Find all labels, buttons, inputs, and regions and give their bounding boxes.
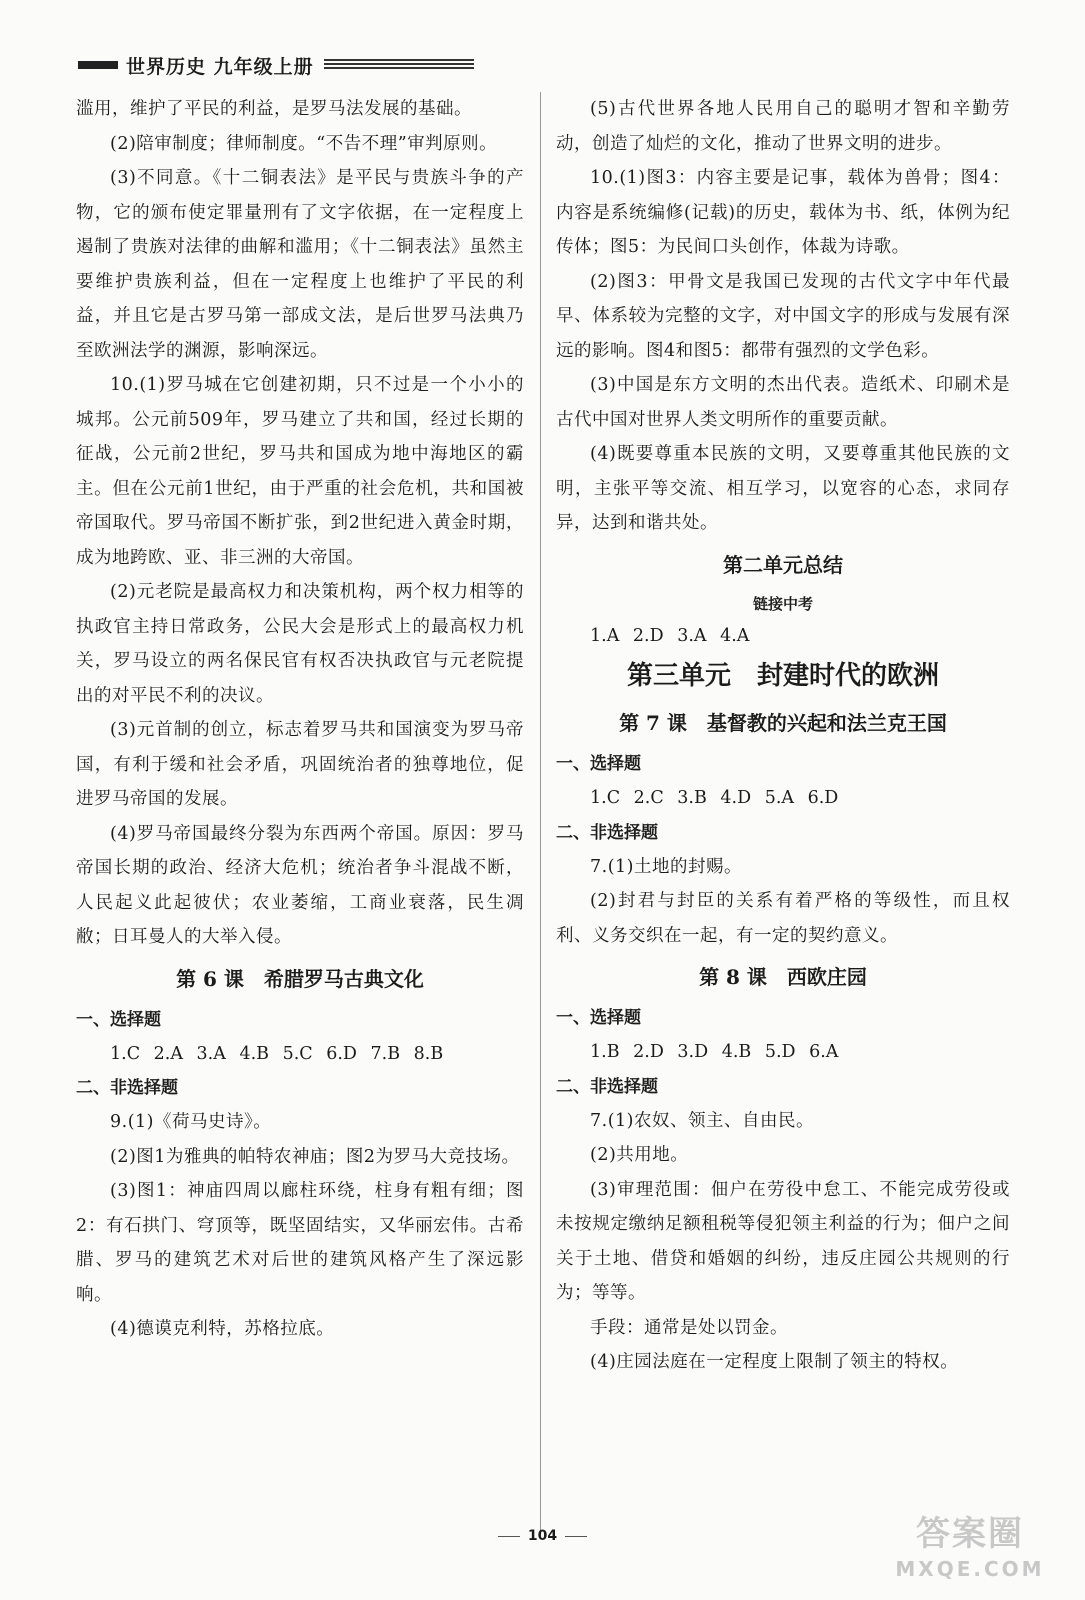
section-heading: 一、选择题 xyxy=(556,1008,641,1028)
paragraph: 7.(1)土地的封赐。 xyxy=(590,856,742,877)
section-heading: 一、选择题 xyxy=(76,1009,161,1030)
paragraph: (2)图3：甲骨文是我国已发现的古代文字中年代最早、体系较为完整的文字，对中国文字的形成与发展有深远的影响。图4和图5：都带有强烈的文学色彩。 xyxy=(556,271,1010,361)
section-heading: 一、选择题 xyxy=(556,754,641,774)
paragraph: (2)封君与封臣的关系有着严格的等级性，而且权利、义务交织在一起，有一定的契约意义。 xyxy=(556,891,1010,946)
page-number-text: 104 xyxy=(527,1528,558,1544)
unit-title: 第三单元 封建时代的欧洲 xyxy=(626,661,939,691)
header-title: 世界历史 九年级上册 xyxy=(126,55,314,78)
lesson-title: 第 7 课 基督教的兴起和法兰克王国 xyxy=(619,711,947,735)
paragraph: (3)元首制的创立，标志着罗马共和国演变为罗马帝国，有利于缓和社会矛盾，巩固统治者的独尊地位，促进罗马帝国的发展。 xyxy=(76,720,524,809)
answer-list: 1.C 2.A 3.A 4.B 5.C 6.D 7.B 8.B xyxy=(110,1043,444,1064)
paragraph: (3)审理范围：佃户在劳役中怠工、不能完成劳役或未按规定缴纳足额租税等侵犯领主利益的行为；佃户之间关于土地、借贷和婚姻的纠纷，违反庄园公共规则的行为；等等。 xyxy=(556,1179,1010,1303)
section-heading: 二、非选择题 xyxy=(556,1076,658,1097)
right-column xyxy=(556,92,1010,1380)
paragraph: (2)共用地。 xyxy=(590,1145,689,1165)
lesson-title: 第 6 课 希腊罗马古典文化 xyxy=(176,966,424,991)
answer-list: 1.C 2.C 3.B 4.D 5.A 6.D xyxy=(590,788,839,808)
header-bar-right xyxy=(324,59,474,71)
paragraph: 滥用，维护了平民的利益，是罗马法发展的基础。 xyxy=(76,99,472,119)
watermark-logo xyxy=(885,1512,1055,1592)
paragraph: (2)陪审制度；律师制度。“不告不理”审判原则。 xyxy=(110,133,498,154)
column-divider xyxy=(540,92,541,1537)
watermark-url: MXQE.COM xyxy=(895,1557,1045,1581)
paragraph: 手段：通常是处以罚金。 xyxy=(590,1317,788,1338)
link-exam-subtitle: 链接中考 xyxy=(752,594,813,613)
left-column xyxy=(76,92,524,1347)
paragraph: 9.(1)《荷马史诗》。 xyxy=(110,1112,272,1132)
lesson-title: 第 8 课 西欧庄园 xyxy=(699,965,867,989)
paragraph: (3)中国是东方文明的杰出代表。造纸术、印刷术是古代中国对世界人类文明所作的重要贡献。 xyxy=(556,375,1010,430)
section-heading: 二、非选择题 xyxy=(76,1078,178,1098)
section-heading: 二、非选择题 xyxy=(556,822,658,843)
page-dash-right xyxy=(565,1536,587,1537)
paragraph: 10.(1)罗马城在它创建初期，只不过是一个小小的城邦。公元前509年，罗马建立了共和国，经过长期的征战，公元前2世纪，罗马共和国成为地中海地区的霸主。但在公元前1世纪，由于严重的社会危机，共和国被帝国取代。罗马帝国不断扩张，到2世纪进入黄金时期，成为地跨欧、亚、非三洲的大帝国。 xyxy=(76,375,524,568)
answer-list: 1.A 2.D 3.A 4.A xyxy=(590,625,750,646)
paragraph: (4)既要尊重本民族的文明，又要尊重其他民族的文明，主张平等交流、相互学习，以宽容的心态，求同存异，达到和谐共处。 xyxy=(556,444,1010,533)
paragraph: (4)罗马帝国最终分裂为东西两个帝国。原因：罗马帝国长期的政治、经济大危机；统治者争斗混战不断，人民起义此起彼伏；农业萎缩，工商业衰落，民生凋敝；日耳曼人的大举入侵。 xyxy=(76,823,524,947)
page-dash-left xyxy=(498,1536,520,1537)
answer-list: 1.B 2.D 3.D 4.B 5.D 6.A xyxy=(590,1042,839,1062)
paragraph: (3)不同意。《十二铜表法》是平民与贵族斗争的产物，它的颁布使定罪量刑有了文字依据，在一定程度上遏制了贵族对法律的曲解和滥用；《十二铜表法》虽然主要维护贵族利益，但在一定程度上也维护了平民的利益，并且它是古罗马第一部成文法，是后世罗马法典乃至欧洲法学的渊源，影响深远。 xyxy=(76,168,524,361)
paragraph: 10.(1)图3：内容主要是记事，载体为兽骨；图4：内容是系统编修(记载)的历史，载体为书、纸，体例为纪传体；图5：为民间口头创作，体裁为诗歌。 xyxy=(556,168,1010,257)
paragraph: (4)庄园法庭在一定程度上限制了领主的特权。 xyxy=(590,1352,959,1372)
paragraph: (2)图1为雅典的帕特农神庙；图2为罗马大竞技场。 xyxy=(110,1146,520,1167)
header-bar-left xyxy=(78,61,118,69)
watermark-text: 答案圈 xyxy=(916,1514,1024,1554)
unit-summary-title: 第二单元总结 xyxy=(723,552,843,577)
paragraph: 7.(1)农奴、领主、自由民。 xyxy=(590,1110,814,1131)
paragraph: (2)元老院是最高权力和决策机构，两个权力相等的执政官主持日常政务，公民大会是形式上的最高权力机关，罗马设立的两名保民官有权否决执政官与元老院提出的对平民不利的决议。 xyxy=(76,582,524,706)
paragraph: (5)古代世界各地人民用自己的聪明才智和辛勤劳动，创造了灿烂的文化，推动了世界文明的进步。 xyxy=(556,99,1010,154)
paragraph: (3)图1：神庙四周以廊柱环绕，柱身有粗有细；图2：有石拱门、穹顶等，既坚固结实，又华丽宏伟。古希腊、罗马的建筑艺术对后世的建筑风格产生了深远影响。 xyxy=(76,1181,524,1305)
paragraph: (4)德谟克利特，苏格拉底。 xyxy=(110,1319,335,1339)
running-header xyxy=(78,50,474,80)
